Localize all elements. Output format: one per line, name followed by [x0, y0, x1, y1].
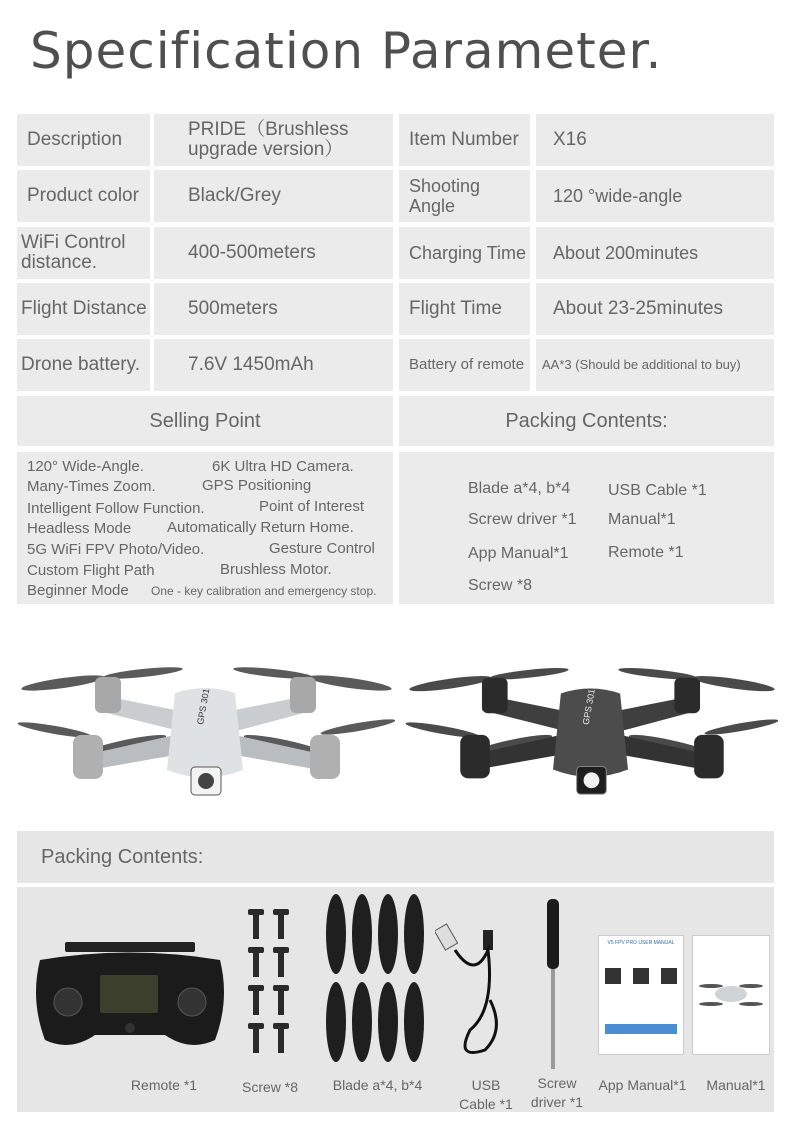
caption-screwdriver: Screw driver *1	[530, 1075, 584, 1110]
selling-point-item: Brushless Motor.	[220, 561, 332, 578]
selling-point-list	[17, 452, 393, 604]
photo-section-heading: Packing Contents:	[41, 846, 204, 868]
caption-usb-cable: USB Cable *1	[459, 1077, 513, 1112]
packing-item: Manual*1	[608, 511, 676, 528]
selling-point-item: Beginner Mode	[27, 582, 129, 599]
spec-label: Flight Time	[399, 283, 530, 335]
packing-item: Screw driver *1	[468, 511, 577, 528]
manual-image	[692, 935, 770, 1055]
selling-point-item: Intelligent Follow Function.	[27, 500, 205, 517]
app-manual-image	[598, 935, 684, 1055]
selling-point-item: 6K Ultra HD Camera.	[212, 458, 354, 475]
packing-contents-heading: Packing Contents:	[399, 396, 774, 446]
selling-point-item: Many-Times Zoom.	[27, 478, 156, 495]
spec-value: 120 °wide-angle	[536, 170, 774, 222]
remote-controller-image	[30, 940, 230, 1055]
spec-value: X16	[536, 114, 774, 166]
spec-label: Battery of remote	[399, 339, 530, 391]
spec-label: Flight Distance	[17, 283, 150, 335]
packing-item: Remote *1	[608, 544, 684, 561]
screwdriver-image	[538, 897, 568, 1072]
packing-item: USB Cable *1	[608, 482, 707, 499]
spec-value: About 200minutes	[536, 227, 774, 279]
spec-label: Drone battery.	[17, 339, 150, 391]
spec-label: WiFi Control distance.	[17, 227, 150, 279]
grey-drone-image	[15, 655, 395, 805]
caption-remote: Remote *1	[130, 1077, 198, 1093]
spec-label: Product color	[17, 170, 150, 222]
propeller-blades-image	[322, 892, 432, 1067]
selling-point-item: 5G WiFi FPV Photo/Video.	[27, 541, 205, 558]
usb-cable-image	[435, 920, 515, 1070]
selling-point-item: Automatically Return Home.	[167, 519, 354, 536]
screws-image	[240, 905, 300, 1055]
selling-point-item: Point of Interest	[259, 498, 365, 515]
spec-value: 400-500meters	[154, 227, 393, 279]
spec-value: 7.6V 1450mAh	[154, 339, 393, 391]
spec-label: Shooting Angle	[399, 170, 530, 222]
selling-point-item: GPS Positioning	[202, 477, 312, 494]
caption-app-manual: App Manual*1	[598, 1077, 687, 1093]
spec-value: PRIDE（Brushless upgrade version）	[154, 114, 393, 166]
caption-screw: Screw *8	[241, 1079, 299, 1095]
spec-label: Description	[17, 114, 150, 166]
caption-blade: Blade a*4, b*4	[332, 1077, 423, 1093]
selling-point-item: Custom Flight Path	[27, 562, 155, 579]
packing-item: Screw *8	[468, 577, 533, 594]
spec-value: AA*3 (Should be additional to buy)	[536, 339, 774, 391]
spec-value: Black/Grey	[154, 170, 393, 222]
spec-label: Item Number	[399, 114, 530, 166]
selling-point-item: Headless Mode	[27, 520, 132, 537]
black-drone-image	[403, 655, 778, 805]
drone-label: GPS 301	[195, 687, 212, 726]
selling-point-item: Gesture Control	[269, 540, 375, 557]
photo-section-header	[17, 831, 774, 883]
selling-point-heading: Selling Point	[17, 396, 393, 446]
spec-value: 500meters	[154, 283, 393, 335]
packing-contents-list	[399, 452, 774, 604]
selling-point-item: One - key calibration and emergency stop.	[151, 584, 377, 598]
caption-manual: Manual*1	[706, 1077, 766, 1093]
packing-item: App Manual*1	[468, 545, 569, 562]
drone-label: GPS 301	[580, 688, 597, 726]
selling-point-item: 120° Wide-Angle.	[27, 458, 144, 475]
spec-label: Charging Time	[399, 227, 530, 279]
spec-value: About 23-25minutes	[536, 283, 774, 335]
page-title: Specification Parameter.	[30, 22, 663, 80]
app-manual-header: V5 FPV PRO USER MANUAL	[607, 940, 675, 946]
packing-item: Blade a*4, b*4	[468, 480, 571, 497]
